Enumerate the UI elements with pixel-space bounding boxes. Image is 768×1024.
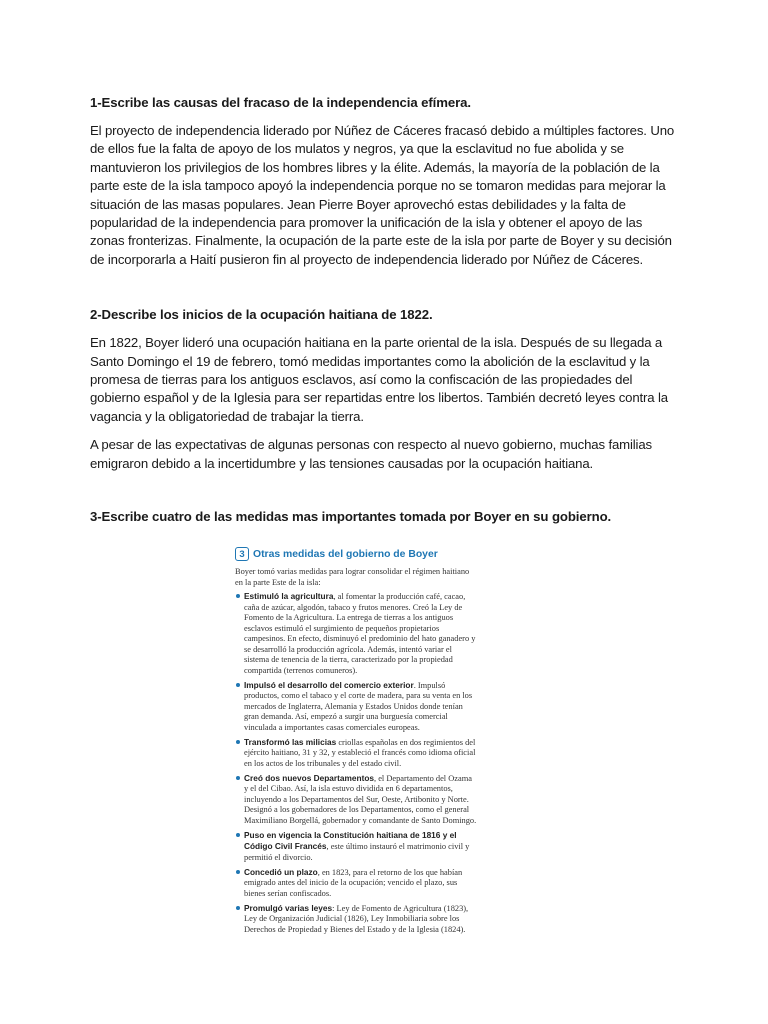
bullet-icon [236,683,240,687]
question-2-title: 2-Describe los inicios de la ocupación haitiana de 1822. [90,307,433,323]
section-number-badge: 3 [235,547,249,561]
textbook-measure-item [235,591,477,676]
textbook-header [235,547,477,561]
textbook-measure-item [235,737,477,770]
measure-text: , en 1823, para el retorno de los que habían emigrado antes del inicio de la ocupación; vencido el plazo, sus bienes serían confiscados. [244,867,463,898]
measure-heading: Concedió un plazo [244,866,318,877]
question-1-title: 1-Escribe las causas del fracaso de la independencia efímera. [90,95,471,110]
bullet-icon [236,594,240,598]
textbook-measure-item [235,867,477,900]
bullet-icon [236,740,240,744]
measure-heading: Transformó las milicias [244,736,337,747]
textbook-measure-item [235,830,477,864]
measure-heading: Promulgó varias leyes [244,902,333,913]
measure-text: : Ley de Fomento de Agricultura (1823), Ley de Organización Judicial (1826), Ley Inmobiliaria sobre los Derechos de Propiedad y Bienes del Estado y de la Iglesia (1824). [244,903,469,934]
textbook-measures-list [235,591,477,935]
textbook-measure-item [235,903,477,936]
textbook-title: Otras medidas del gobierno de Boyer [253,548,438,560]
question-2-answer-paragraph-2: A pesar de las expectativas de algunas personas con respecto al nuevo gobierno, muchas familias emigraron debido a la incertidumbre y las tensiones causadas por la ocupación haitiana. [90,437,652,471]
document-body [90,94,680,536]
question-1-answer: El proyecto de independencia liderado por Núñez de Cáceres fracasó debido a múltiples factores. Uno de ellos fue la falta de apoyo de los mulatos y negros, ya que la esclavitud no fue abolida y se mantuvieron los privilegios de los hombres libres y la élite. Además, la mayoría de la población de la parte este de la isla tampoco apoyó la independencia porque no se tomaron medidas para mejorar la situación de las masas populares. Jean Pierre Boyer aprovechó estas debilidades y la falta de popularidad de la independencia para promover la unificación de la isla y obtener el apoyo de las zonas fronterizas. Finalmente, la ocupación de la parte este de la isla por parte de Boyer y su decisión de incorporarla a Haití pusieron fin al proyecto de independencia liderado por Núñez de Cáceres. [90,123,675,267]
measure-heading: Creó dos nuevos Departamentos [244,772,375,783]
measure-text: . Impulsó productos, como el tabaco y el corte de madera, para su venta en los mercados de Inglaterra, Alemania y Estados Unidos donde tenían gran demanda. Así, empezó a surgir una burguesía comercial vinculada a importantes casas comerciales europeas. [244,680,473,732]
measure-heading: Impulsó el desarrollo del comercio exterior [244,679,414,690]
textbook-measure-item [235,773,477,827]
question-2-answer-paragraph-1: En 1822, Boyer lideró una ocupación haitiana en la parte oriental de la isla. Después de su llegada a Santo Domingo el 19 de febrero, tomó medidas importantes como la abolición de la esclavitud y la promesa de tierras para los antiguos esclavos, así como la confiscación de las propiedades del gobierno español y de la Iglesia para ser repartidas entre los libertos. También decretó leyes contra la vagancia y la obligatoriedad de trabajar la tierra. [90,335,668,424]
textbook-excerpt-image [235,547,477,955]
bullet-icon [236,776,240,780]
measure-text: , al fomentar la producción café, cacao, caña de azúcar, algodón, tabaco y frutos menores. Creó la Ley de Fomento de la Agricultura. La entrega de tierras a los antiguos esclavos estimuló el surgimiento de pequeños propietarios campesinos. En efecto, disminuyó el predominio del hato ganadero y se desarrolló la producción agrícola. Además, intentó variar el sistema de tenencia de la tierra, caracterizado por la propiedad compartida (terrenos comuneros). [244,592,476,675]
measure-text: , este último instauró el matrimonio civil y permitió el divorcio. [244,842,470,862]
measure-text: criollas españolas en dos regimientos del ejército haitiano, 31 y 32, y estableció el francés como idioma oficial en los actos de los tribunales y del estado civil. [244,737,476,768]
question-3-title: 3-Escribe cuatro de las medidas mas importantes tomada por Boyer en su gobierno. [90,509,612,525]
textbook-measure-item [235,680,477,734]
bullet-icon [236,833,240,837]
measure-heading: Estimuló la agricultura [244,591,334,602]
textbook-intro: Boyer tomó varias medidas para lograr consolidar el régimen haitiano en la parte Este de la isla: [235,567,470,587]
bullet-icon [236,906,240,910]
bullet-icon [236,870,240,874]
measure-text: , el Departamento del Ozama y el del Cibao. Así, la isla estuvo dividida en 6 departamentos, incluyendo a los Departamentos del Sur, Oeste, Artibonito y Norte. Designó a los gobernadores de los Departamentos, como el general Maximiliano Borgellá, gobernador y comandante de Santo Domingo. [244,773,477,825]
measure-heading: Puso en vigencia la Constitución haitiana de 1816 y el Código Civil Francés [244,829,457,852]
